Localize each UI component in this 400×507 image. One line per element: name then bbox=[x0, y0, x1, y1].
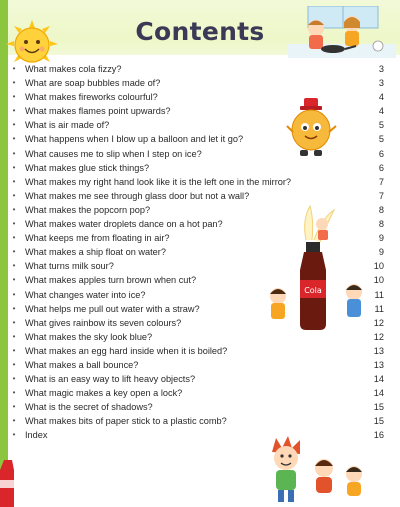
toc-entry-title: Index bbox=[25, 430, 48, 441]
toc-entry-page: 14 bbox=[373, 388, 384, 399]
toc-entry-title: What makes water droplets dance on a hot pan? bbox=[25, 219, 223, 230]
bullet-icon: • bbox=[12, 289, 16, 299]
bullet-icon: • bbox=[12, 430, 16, 440]
green-side-band bbox=[0, 0, 8, 507]
toc-entry-title: What is an easy way to lift heavy objects? bbox=[25, 374, 196, 385]
cola-label: Cola bbox=[304, 286, 322, 295]
bullet-icon: • bbox=[12, 374, 16, 384]
toc-entry-page: 8 bbox=[378, 204, 384, 215]
toc-entry-page: 12 bbox=[373, 317, 384, 328]
toc-entry-title: What makes me see through glass door but not a wall? bbox=[25, 190, 250, 201]
toc-entry-page: 8 bbox=[378, 219, 384, 230]
toc-entry-page: 16 bbox=[373, 430, 384, 441]
toc-entry[interactable] bbox=[10, 386, 392, 400]
toc-entry-page: 5 bbox=[378, 134, 384, 145]
toc-entry-title: What changes water into ice? bbox=[25, 289, 146, 300]
toc-entry-title: What happens when I blow up a balloon and let it go? bbox=[25, 134, 244, 145]
toc-entry-title: What makes cola fizzy? bbox=[25, 64, 122, 74]
toc-entry-page: 4 bbox=[378, 92, 384, 103]
toc-entry-page: 3 bbox=[378, 64, 384, 74]
toc-entry-title: What makes the sky look blue? bbox=[25, 331, 153, 342]
toc-entry-page: 7 bbox=[378, 190, 384, 201]
toc-entry-page: 3 bbox=[378, 78, 384, 89]
toc-entry-title: What makes a ball bounce? bbox=[25, 359, 139, 370]
toc-entry[interactable] bbox=[10, 344, 392, 358]
bullet-icon: • bbox=[12, 345, 16, 355]
page-title: Contents bbox=[135, 17, 265, 46]
bullet-icon: • bbox=[12, 317, 16, 327]
toc-entry[interactable] bbox=[10, 175, 392, 189]
bullet-icon: • bbox=[12, 402, 16, 412]
bullet-icon: • bbox=[12, 106, 16, 116]
toc-entry[interactable] bbox=[10, 76, 392, 90]
toc-entry-title: What makes fireworks colourful? bbox=[25, 92, 158, 103]
bullet-icon: • bbox=[12, 303, 16, 313]
toc-entry-title: What makes a ship float on water? bbox=[25, 247, 166, 258]
toc-entry-page: 12 bbox=[373, 331, 384, 342]
cola-fountain-illustration bbox=[262, 200, 382, 340]
toc-entry-title: What are soap bubbles made of? bbox=[25, 78, 161, 89]
toc-entry-page: 14 bbox=[373, 374, 384, 385]
toc-entry[interactable] bbox=[10, 400, 392, 414]
kids-cooking-illustration bbox=[288, 6, 396, 58]
toc-entry-title: What magic makes a key open a lock? bbox=[25, 388, 183, 399]
toc-entry-page: 4 bbox=[378, 106, 384, 117]
toc-entry-page: 13 bbox=[373, 345, 384, 356]
toc-entry-title: What gives rainbow its seven colours? bbox=[25, 317, 182, 328]
toc-entry-title: What makes flames point upwards? bbox=[25, 106, 171, 117]
bullet-icon: • bbox=[12, 92, 16, 102]
toc-entry[interactable] bbox=[10, 414, 392, 428]
bullet-icon: • bbox=[12, 219, 16, 229]
toc-entry-page: 6 bbox=[378, 162, 384, 173]
bullet-icon: • bbox=[12, 190, 16, 200]
bullet-icon: • bbox=[12, 416, 16, 426]
cola-bottle-corner-illustration bbox=[0, 458, 20, 507]
toc-entry-page: 9 bbox=[378, 247, 384, 258]
toc-entry[interactable] bbox=[10, 161, 392, 175]
toc-entry-title: What makes glue stick things? bbox=[25, 162, 150, 173]
bullet-icon: • bbox=[12, 148, 16, 158]
bullet-icon: • bbox=[12, 162, 16, 172]
kids-group-illustration bbox=[262, 432, 372, 504]
toc-entry-page: 5 bbox=[378, 120, 384, 131]
toc-entry-page: 9 bbox=[378, 233, 384, 244]
toc-entry-title: What is air made of? bbox=[25, 120, 110, 131]
toc-entry-title: What is the secret of shadows? bbox=[25, 402, 153, 413]
toc-entry-page: 6 bbox=[378, 148, 384, 159]
toc-entry-page: 10 bbox=[373, 261, 384, 272]
toc-entry-title: What makes my right hand look like it is the left one in the mirror? bbox=[25, 176, 292, 187]
toc-entry-title: What makes the popcorn pop? bbox=[25, 204, 151, 215]
bullet-icon: • bbox=[12, 233, 16, 243]
bullet-icon: • bbox=[12, 78, 16, 88]
bullet-icon: • bbox=[12, 359, 16, 369]
bullet-icon: • bbox=[12, 261, 16, 271]
bullet-icon: • bbox=[12, 388, 16, 398]
toc-entry-title: What makes bits of paper stick to a plastic comb? bbox=[25, 416, 227, 427]
toc-entry-title: What helps me pull out water with a straw? bbox=[25, 303, 200, 314]
bullet-icon: • bbox=[12, 64, 16, 73]
bullet-icon: • bbox=[12, 331, 16, 341]
toc-entry-title: What causes me to slip when I step on ice? bbox=[25, 148, 202, 159]
toc-entry-page: 15 bbox=[373, 402, 384, 413]
bullet-icon: • bbox=[12, 120, 16, 130]
toc-entry[interactable] bbox=[10, 62, 392, 76]
bullet-icon: • bbox=[12, 134, 16, 144]
toc-entry-page: 13 bbox=[373, 359, 384, 370]
bullet-icon: • bbox=[12, 204, 16, 214]
bullet-icon: • bbox=[12, 176, 16, 186]
toc-entry-title: What makes apples turn brown when cut? bbox=[25, 275, 197, 286]
toc-entry-page: 11 bbox=[374, 303, 384, 314]
bullet-icon: • bbox=[12, 247, 16, 257]
toc-entry-page: 11 bbox=[374, 289, 384, 300]
toc-entry[interactable] bbox=[10, 358, 392, 372]
toc-entry-page: 7 bbox=[378, 176, 384, 187]
toc-entry-page: 10 bbox=[373, 275, 384, 286]
toc-entry-title: What makes an egg hard inside when it is boiled? bbox=[25, 345, 228, 356]
toc-entry-title: What turns milk sour? bbox=[25, 261, 114, 272]
bullet-icon: • bbox=[12, 275, 16, 285]
toc-entry-title: What keeps me from floating in air? bbox=[25, 233, 170, 244]
toc-entry-page: 15 bbox=[373, 416, 384, 427]
egg-character-illustration bbox=[286, 96, 338, 162]
toc-entry[interactable] bbox=[10, 372, 392, 386]
